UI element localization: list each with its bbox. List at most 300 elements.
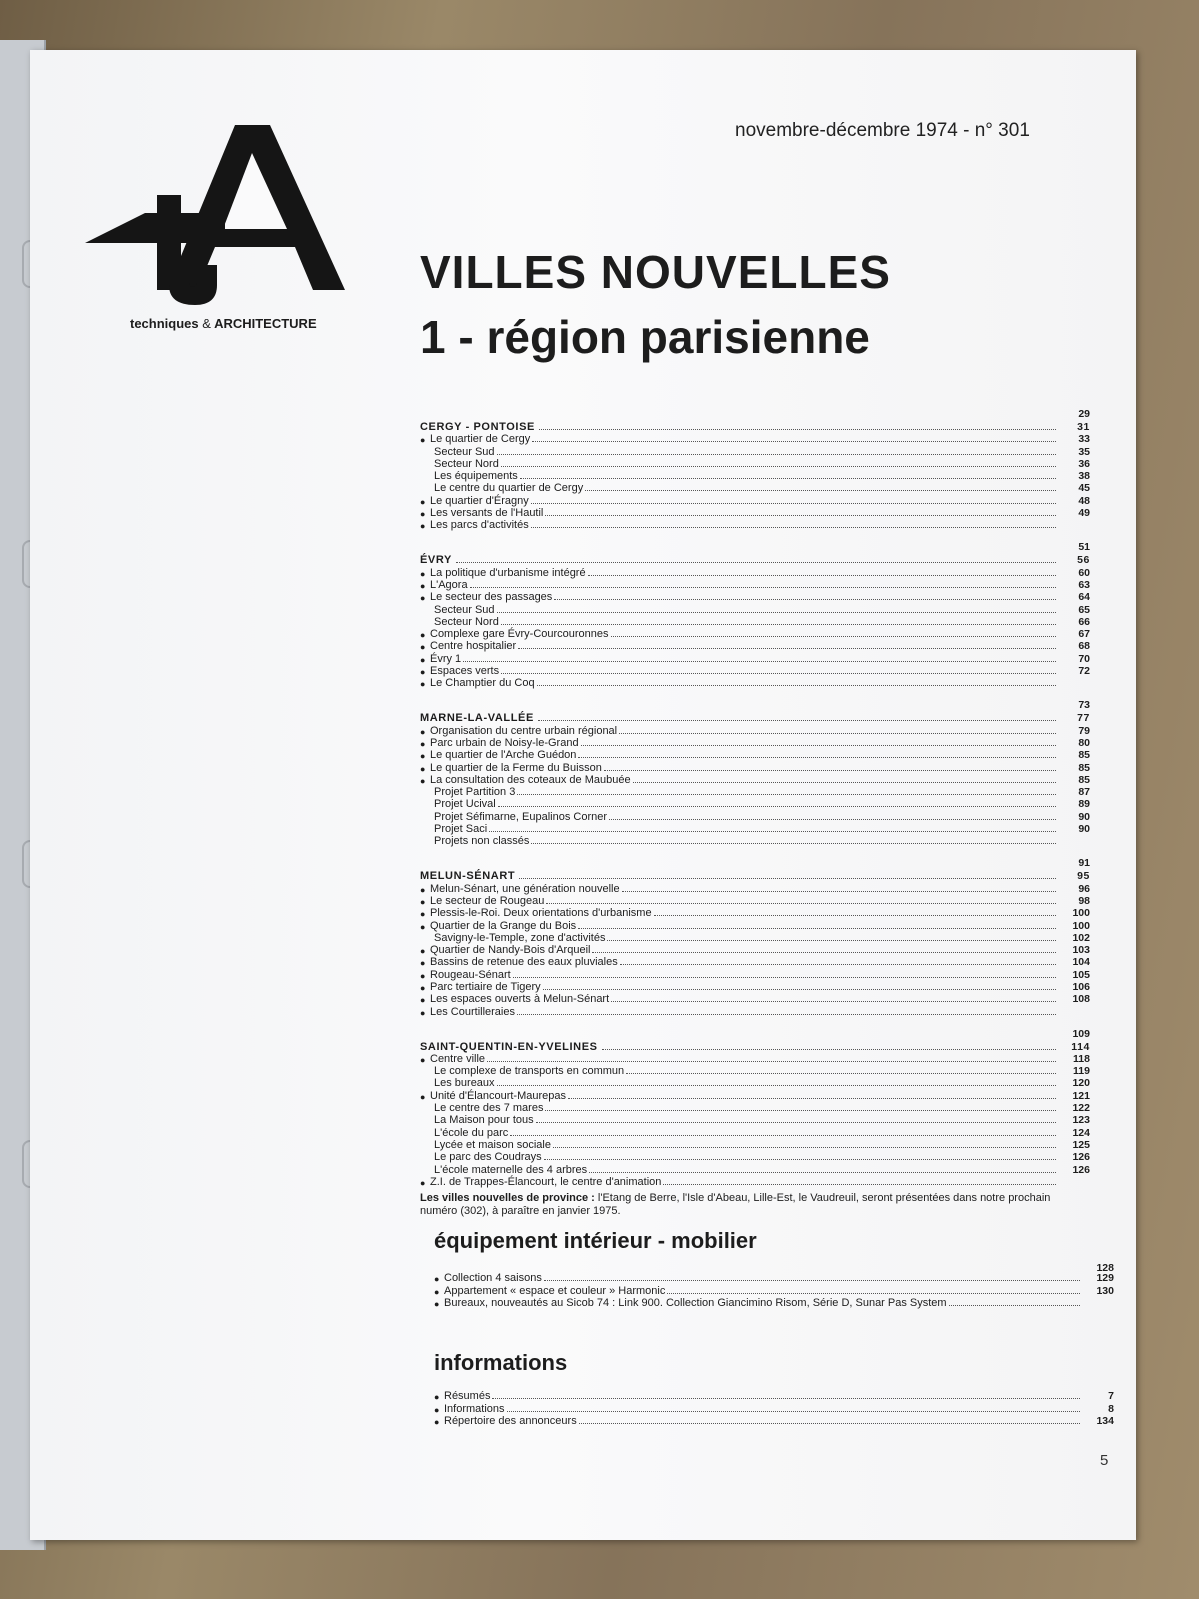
dot-leader xyxy=(663,1184,1056,1185)
toc-entry-label: Les parcs d'activités xyxy=(430,519,529,532)
toc-entry xyxy=(434,1415,1114,1427)
dot-leader xyxy=(585,490,1056,491)
dot-leader xyxy=(463,661,1056,662)
dot-leader xyxy=(588,575,1056,576)
toc-entry-page: 129 xyxy=(1096,1272,1114,1285)
bullet-icon: ● xyxy=(434,1404,440,1415)
dot-leader xyxy=(517,1014,1056,1015)
dot-leader xyxy=(544,1280,1080,1281)
toc-entry-page: 67 xyxy=(1078,628,1090,641)
toc-entry-page: 60 xyxy=(1078,566,1090,579)
toc-entry-label: Complexe gare Évry-Courcouronnes xyxy=(430,628,609,641)
toc-entry-label: Parc tertiaire de Tigery xyxy=(430,980,541,993)
section-start-page: 73 xyxy=(1078,699,1090,712)
toc-entry-page: 66 xyxy=(1078,615,1090,628)
bullet-icon: ● xyxy=(420,995,426,1006)
toc-entry xyxy=(420,507,1090,519)
dot-leader xyxy=(538,720,1056,721)
toc-entry-label: Bureaux, nouveautés au Sicob 74 : Link 900. Collection Giancimino Risom, Série D, Sunar Pas System xyxy=(444,1296,947,1309)
bullet-icon: ● xyxy=(434,1298,440,1309)
toc-entry-page: 123 xyxy=(1072,1114,1090,1127)
toc-entry-label: Plessis-le-Roi. Deux orientations d'urbanisme xyxy=(430,907,652,920)
toc-entry xyxy=(420,1065,1090,1077)
dot-leader xyxy=(579,1423,1080,1424)
dot-leader xyxy=(536,1122,1056,1123)
toc-entry-label: Le quartier de l'Arche Guédon xyxy=(430,749,577,762)
toc-entry-label: Appartement « espace et couleur » Harmonic xyxy=(444,1284,666,1297)
province-note-text: l'Etang de Berre, l'Isle d'Abeau, Lille-Est, le Vaudreuil, seront présentées dans notre prochain numéro (302), à paraître en janvier 1975. xyxy=(420,1191,1051,1217)
toc-section xyxy=(420,857,1090,1018)
toc-entry-label: Résumés xyxy=(444,1390,491,1403)
toc-entry-label: Le quartier de Cergy xyxy=(430,433,531,446)
dot-leader xyxy=(654,915,1056,916)
toc-section xyxy=(420,1027,1090,1188)
toc-entry xyxy=(420,919,1090,931)
toc-entry-label: Les espaces ouverts à Melun-Sénart xyxy=(430,993,610,1006)
toc-entry xyxy=(420,993,1090,1005)
toc-entry-label: Secteur Sud xyxy=(434,603,495,616)
toc-entry xyxy=(420,956,1090,968)
dot-leader xyxy=(607,940,1056,941)
dot-leader xyxy=(622,891,1056,892)
toc-entry-label: Répertoire des annonceurs xyxy=(444,1414,577,1427)
section-heading-page: 95 xyxy=(1077,870,1090,883)
bullet-icon: ● xyxy=(420,775,426,786)
toc-entry xyxy=(420,1176,1090,1188)
dot-leader xyxy=(510,1135,1056,1136)
toc-entry xyxy=(420,1139,1090,1151)
dot-leader xyxy=(532,441,1056,442)
dot-leader xyxy=(620,964,1056,965)
issue-line: novembre-décembre 1974 - n° 301 xyxy=(735,120,1030,141)
toc-entry xyxy=(420,944,1090,956)
toc-entry-page: 105 xyxy=(1072,968,1090,981)
bullet-icon: ● xyxy=(434,1286,440,1297)
toc-entry xyxy=(434,1297,1114,1309)
bullet-icon: ● xyxy=(420,921,426,932)
toc-entry xyxy=(420,494,1090,506)
toc-entry-page: 90 xyxy=(1078,823,1090,836)
toc-section-heading xyxy=(420,420,1090,433)
toc-entry-page: 124 xyxy=(1072,1126,1090,1139)
toc-entry-label: Collection 4 saisons xyxy=(444,1272,542,1285)
toc-entry-page: 63 xyxy=(1078,578,1090,591)
page-subtitle: 1 - région parisienne xyxy=(420,311,870,363)
bullet-icon: ● xyxy=(420,958,426,969)
toc-entry-label: Secteur Nord xyxy=(434,457,499,470)
dot-leader xyxy=(545,515,1056,516)
toc-entry-label: Évry 1 xyxy=(430,652,462,665)
dot-leader xyxy=(578,928,1056,929)
toc-entry-label: Quartier de Nandy-Bois d'Arqueil xyxy=(430,944,591,957)
dot-leader xyxy=(589,1172,1056,1173)
dot-leader xyxy=(498,806,1056,807)
toc-entry-label: Projet Ucival xyxy=(434,798,496,811)
informations-section xyxy=(434,1350,1114,1427)
toc-entry-label: Secteur Sud xyxy=(434,445,495,458)
toc-entry-page: 126 xyxy=(1072,1163,1090,1176)
toc-entry-page: 36 xyxy=(1078,457,1090,470)
toc-entry xyxy=(420,1053,1090,1065)
toc-entry-page: 65 xyxy=(1078,603,1090,616)
dot-leader xyxy=(568,1098,1056,1099)
toc-entry xyxy=(420,932,1090,944)
logo-word-techniques: techniques xyxy=(130,316,199,331)
toc-entry-page: 70 xyxy=(1078,652,1090,665)
toc-entry-label: L'école du parc xyxy=(434,1126,509,1139)
toc-entry xyxy=(434,1284,1114,1296)
dot-leader xyxy=(543,989,1056,990)
toc-entry-page: 68 xyxy=(1078,640,1090,653)
page-title: VILLES NOUVELLES xyxy=(420,246,891,298)
toc-entry-label: Espaces verts xyxy=(430,665,500,678)
toc-entry xyxy=(420,519,1090,531)
toc-section-heading xyxy=(420,711,1090,724)
toc-entry xyxy=(420,1151,1090,1163)
bullet-icon: ● xyxy=(420,751,426,762)
toc-entry-label: Rougeau-Sénart xyxy=(430,968,511,981)
dot-leader xyxy=(470,587,1056,588)
province-note-bold: Les villes nouvelles de province : xyxy=(420,1191,595,1204)
bullet-icon: ● xyxy=(420,763,426,774)
dot-leader xyxy=(501,624,1056,625)
toc-entry-page: 90 xyxy=(1078,810,1090,823)
toc-entry xyxy=(420,616,1090,628)
toc-entry xyxy=(420,895,1090,907)
toc-entry xyxy=(420,1163,1090,1175)
toc-entry-label: Projet Partition 3 xyxy=(434,786,516,799)
toc-entry xyxy=(420,445,1090,457)
toc-entry xyxy=(420,907,1090,919)
section-heading-label: ÉVRY xyxy=(420,554,452,567)
toc-entry-page: 85 xyxy=(1078,773,1090,786)
toc-entry xyxy=(420,603,1090,615)
dot-leader xyxy=(602,1049,1056,1050)
dot-leader xyxy=(513,977,1056,978)
dot-leader xyxy=(554,599,1056,600)
dot-leader xyxy=(609,819,1056,820)
toc-entry-page: 72 xyxy=(1078,665,1090,678)
dot-leader xyxy=(456,562,1056,563)
bullet-icon: ● xyxy=(420,982,426,993)
toc-entry xyxy=(420,1114,1090,1126)
section-heading-page: 56 xyxy=(1077,554,1090,567)
toc-entry-label: Les versants de l'Hautil xyxy=(430,507,544,520)
toc-entry-label: Le secteur des passages xyxy=(430,591,553,604)
dot-leader xyxy=(517,794,1056,795)
toc-entry-label: Le quartier d'Éragny xyxy=(430,494,529,507)
toc-entry xyxy=(420,652,1090,664)
bullet-icon: ● xyxy=(420,726,426,737)
toc-entry xyxy=(420,591,1090,603)
bullet-icon: ● xyxy=(420,509,426,520)
toc-entry-page: 100 xyxy=(1072,907,1090,920)
dot-leader xyxy=(531,503,1056,504)
dot-leader xyxy=(492,1398,1080,1399)
toc-entry xyxy=(420,1126,1090,1138)
toc-entry xyxy=(420,798,1090,810)
section-heading-page: 77 xyxy=(1077,712,1090,725)
bullet-icon: ● xyxy=(420,1007,426,1018)
dot-leader xyxy=(545,1110,1056,1111)
bullet-icon: ● xyxy=(420,946,426,957)
toc-entry xyxy=(420,458,1090,470)
bullet-icon: ● xyxy=(420,738,426,749)
toc-entry xyxy=(420,786,1090,798)
section-heading-label: MARNE-LA-VALLÉE xyxy=(420,712,534,725)
toc-entry-label: Parc urbain de Noisy-le-Grand xyxy=(430,736,579,749)
mobilier-title: équipement intérieur - mobilier xyxy=(434,1228,757,1253)
logo-ampersand: & xyxy=(202,316,211,331)
toc-entry-page: 33 xyxy=(1078,433,1090,446)
toc-entry-label: Le complexe de transports en commun xyxy=(434,1065,625,1078)
bullet-icon: ● xyxy=(420,1177,426,1188)
bullet-icon: ● xyxy=(420,568,426,579)
toc-entry-label: Unité d'Élancourt-Maurepas xyxy=(430,1089,567,1102)
toc-entry xyxy=(420,470,1090,482)
toc-entry xyxy=(420,579,1090,591)
toc-entry xyxy=(420,882,1090,894)
toc-entry-page: 103 xyxy=(1072,944,1090,957)
toc-entry-page: 49 xyxy=(1078,507,1090,520)
toc-entry xyxy=(420,810,1090,822)
toc-entry-label: Le centre du quartier de Cergy xyxy=(434,482,584,495)
toc-entry xyxy=(420,981,1090,993)
toc-entry-label: Les Courtilleraies xyxy=(430,1005,515,1018)
toc-entry xyxy=(420,640,1090,652)
toc-entry-label: Informations xyxy=(444,1402,505,1415)
toc-entry-label: La consultation des coteaux de Maubuée xyxy=(430,773,631,786)
dot-leader xyxy=(497,612,1056,613)
toc-entry-page: 89 xyxy=(1078,798,1090,811)
dot-leader xyxy=(520,478,1056,479)
bullet-icon: ● xyxy=(420,1091,426,1102)
dot-leader xyxy=(633,782,1056,783)
toc-entry xyxy=(420,1077,1090,1089)
toc-entry-page: 8 xyxy=(1108,1402,1114,1415)
toc-entry-label: Z.I. de Trappes-Élancourt, le centre d'animation xyxy=(430,1175,662,1188)
dot-leader xyxy=(544,1159,1056,1160)
dot-leader xyxy=(604,770,1056,771)
dot-leader xyxy=(581,745,1056,746)
toc-section xyxy=(420,408,1090,532)
section-start-page: 51 xyxy=(1078,541,1090,554)
toc-entry-label: L'école maternelle des 4 arbres xyxy=(434,1163,588,1176)
section-start-page: 91 xyxy=(1078,857,1090,870)
toc-entry-page: 35 xyxy=(1078,445,1090,458)
toc-entry-label: Centre ville xyxy=(430,1052,486,1065)
toc-entry-label: Centre hospitalier xyxy=(430,640,517,653)
toc-entry-page: 38 xyxy=(1078,470,1090,483)
toc-entry-label: La politique d'urbanisme intégré xyxy=(430,566,586,579)
toc-entry xyxy=(420,1102,1090,1114)
toc-entry xyxy=(420,665,1090,677)
dot-leader xyxy=(519,878,1056,879)
mobilier-head-page: 128 xyxy=(1096,1262,1114,1274)
toc-entry-label: Les équipements xyxy=(434,470,518,483)
toc-entry-page: 125 xyxy=(1072,1138,1090,1151)
dot-leader xyxy=(501,466,1056,467)
bullet-icon: ● xyxy=(420,435,426,446)
toc-entry-label: Organisation du centre urbain régional xyxy=(430,724,618,737)
toc-entry-label: Projets non classés xyxy=(434,835,530,848)
toc-entry-page: 106 xyxy=(1072,980,1090,993)
section-heading-label: SAINT-QUENTIN-EN-YVELINES xyxy=(420,1040,598,1053)
bullet-icon: ● xyxy=(434,1274,440,1285)
toc-entry-label: Le quartier de la Ferme du Buisson xyxy=(430,761,602,774)
toc-entry xyxy=(420,1089,1090,1101)
ta-logo-icon xyxy=(85,125,355,305)
toc-entry-page: 85 xyxy=(1078,761,1090,774)
toc-entry xyxy=(420,724,1090,736)
toc-entry xyxy=(420,737,1090,749)
logo-wordmark xyxy=(130,316,317,331)
dot-leader xyxy=(507,1411,1080,1412)
toc-entry-page: 96 xyxy=(1078,882,1090,895)
toc-entry-page: 134 xyxy=(1096,1414,1114,1427)
toc-entry xyxy=(420,774,1090,786)
bullet-icon: ● xyxy=(420,496,426,507)
dot-leader xyxy=(611,636,1056,637)
toc-entry-page: 85 xyxy=(1078,749,1090,762)
toc-entry xyxy=(434,1272,1114,1284)
page-number: 5 xyxy=(1100,1452,1109,1469)
dot-leader xyxy=(531,527,1056,528)
section-start-page: 109 xyxy=(1072,1027,1090,1040)
toc-entry-page: 45 xyxy=(1078,482,1090,495)
toc-entry-label: Quartier de la Grange du Bois xyxy=(430,919,577,932)
toc-entry xyxy=(420,968,1090,980)
toc-entry-label: Le parc des Coudrays xyxy=(434,1151,542,1164)
toc-entry-page: 102 xyxy=(1072,931,1090,944)
toc-entry-label: Projet Séfimarne, Eupalinos Corner xyxy=(434,810,608,823)
toc-entry-page: 120 xyxy=(1072,1077,1090,1090)
section-heading-page: 114 xyxy=(1071,1040,1090,1053)
dot-leader xyxy=(537,685,1056,686)
toc-entry-page: 121 xyxy=(1072,1089,1090,1102)
toc-entry-label: La Maison pour tous xyxy=(434,1114,534,1127)
mobilier-section xyxy=(434,1228,1114,1309)
dot-leader xyxy=(546,903,1056,904)
toc-entry-label: Les bureaux xyxy=(434,1077,495,1090)
section-start-page: 29 xyxy=(1078,408,1090,420)
bullet-icon: ● xyxy=(420,1054,426,1065)
toc-entry xyxy=(420,482,1090,494)
toc-entry-page: 100 xyxy=(1072,919,1090,932)
toc-section xyxy=(420,541,1090,690)
toc-section-heading xyxy=(420,869,1090,882)
toc-entry-page: 130 xyxy=(1096,1284,1114,1297)
province-note xyxy=(420,1192,1090,1218)
dot-leader xyxy=(518,648,1056,649)
dot-leader xyxy=(553,1147,1056,1148)
logo-word-architecture: ARCHITECTURE xyxy=(214,316,317,331)
toc-entry-page: 104 xyxy=(1072,956,1090,969)
toc-entry-page: 80 xyxy=(1078,736,1090,749)
dot-leader xyxy=(592,952,1056,953)
toc-entry-label: Le centre des 7 mares xyxy=(434,1102,544,1115)
toc-entry-page: 98 xyxy=(1078,894,1090,907)
dot-leader xyxy=(489,831,1056,832)
toc-entry xyxy=(434,1390,1114,1402)
toc-entry-label: Lycée et maison sociale xyxy=(434,1138,551,1151)
toc-entry xyxy=(420,835,1090,847)
toc-entry-page: 119 xyxy=(1073,1065,1090,1078)
dot-leader xyxy=(487,1061,1056,1062)
toc-entry-page: 7 xyxy=(1108,1390,1114,1403)
toc-entry xyxy=(420,628,1090,640)
section-heading-page: 31 xyxy=(1077,421,1090,433)
bullet-icon: ● xyxy=(420,593,426,604)
dot-leader xyxy=(497,1085,1056,1086)
toc-entry-page: 87 xyxy=(1078,786,1090,799)
dot-leader xyxy=(949,1305,1080,1306)
bullet-icon: ● xyxy=(420,580,426,591)
toc-entry xyxy=(420,677,1090,689)
magazine-page xyxy=(30,50,1136,1540)
bullet-icon: ● xyxy=(420,884,426,895)
bullet-icon: ● xyxy=(420,970,426,981)
bullet-icon: ● xyxy=(434,1392,440,1403)
toc-entry xyxy=(434,1402,1114,1414)
toc-section xyxy=(420,699,1090,848)
toc-entry-label: Secteur Nord xyxy=(434,615,499,628)
toc-entry xyxy=(420,433,1090,445)
dot-leader xyxy=(667,1293,1080,1294)
toc-entry-page: 126 xyxy=(1072,1151,1090,1164)
toc-entry-label: Bassins de retenue des eaux pluviales xyxy=(430,956,618,969)
toc-entry-page: 64 xyxy=(1078,591,1090,604)
toc-entry-label: Melun-Sénart, une génération nouvelle xyxy=(430,882,620,895)
dot-leader xyxy=(578,757,1056,758)
toc-entry-label: Savigny-le-Temple, zone d'activités xyxy=(434,931,606,944)
bullet-icon: ● xyxy=(420,642,426,653)
dot-leader xyxy=(611,1001,1056,1002)
toc-entry-label: Projet Saci xyxy=(434,823,488,836)
bullet-icon: ● xyxy=(420,521,426,532)
toc-entry xyxy=(420,749,1090,761)
toc-entry-page: 118 xyxy=(1073,1052,1090,1065)
bullet-icon: ● xyxy=(434,1416,440,1427)
toc-entry-label: Le secteur de Rougeau xyxy=(430,894,545,907)
dot-leader xyxy=(626,1073,1056,1074)
toc-entry-label: Le Champtier du Coq xyxy=(430,677,535,690)
informations-title: informations xyxy=(434,1350,568,1375)
bullet-icon: ● xyxy=(420,630,426,641)
section-heading-label: MELUN-SÉNART xyxy=(420,870,516,883)
toc-entry xyxy=(420,1005,1090,1017)
toc-entry-label: L'Agora xyxy=(430,578,468,591)
toc-entry-page: 48 xyxy=(1078,494,1090,507)
toc-entry xyxy=(420,823,1090,835)
dot-leader xyxy=(539,429,1056,430)
bullet-icon: ● xyxy=(420,667,426,678)
dot-leader xyxy=(501,673,1056,674)
bullet-icon: ● xyxy=(420,896,426,907)
toc-entry-page: 122 xyxy=(1072,1102,1090,1115)
toc-entry xyxy=(420,761,1090,773)
section-heading-label: CERGY - PONTOISE xyxy=(420,421,535,433)
bullet-icon: ● xyxy=(420,679,426,690)
bullet-icon: ● xyxy=(420,909,426,920)
toc-section-heading xyxy=(420,553,1090,566)
bullet-icon: ● xyxy=(420,654,426,665)
toc-entry xyxy=(420,566,1090,578)
dot-leader xyxy=(619,733,1056,734)
toc-entry-page: 79 xyxy=(1078,724,1090,737)
dot-leader xyxy=(531,843,1056,844)
toc-entry-page: 108 xyxy=(1072,993,1090,1006)
